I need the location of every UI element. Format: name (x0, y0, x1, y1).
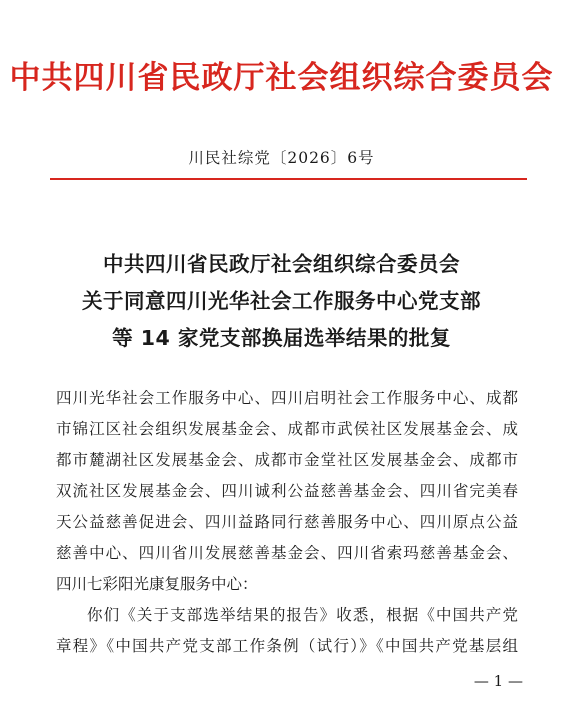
body-line: 天公益慈善促进会、四川益路同行慈善服务中心、四川原点公益 (56, 513, 518, 531)
issuing-organization-header: 中共四川省民政厅社会组织综合委员会 (9, 60, 554, 96)
red-divider-line (50, 178, 527, 180)
body-line: 市锦江区社会组织发展基金会、成都市武侯社区发展基金会、成 (56, 420, 518, 438)
body-line: 四川光华社会工作服务中心、四川启明社会工作服务中心、成都 (56, 389, 518, 407)
title-line-1: 中共四川省民政厅社会组织综合委员会 (103, 252, 460, 276)
body-line: 章程》《中国共产党支部工作条例（试行）》《中国共产党基层组 (56, 637, 518, 655)
document-title (0, 246, 563, 357)
document-number: 川民社综党〔2026〕6号 (188, 149, 375, 167)
title-line-2: 关于同意四川光华社会工作服务中心党支部 (82, 289, 481, 313)
title-line-3: 等 14 家党支部换届选举结果的批复 (112, 326, 451, 350)
document-body (56, 383, 518, 662)
body-line: 慈善中心、四川省川发展慈善基金会、四川省索玛慈善基金会、 (56, 544, 518, 562)
body-line: 你们《关于支部选举结果的报告》收悉，根据《中国共产党 (87, 606, 518, 624)
body-line: 四川七彩阳光康复服务中心： (56, 575, 258, 593)
body-line: 双流社区发展基金会、四川诚利公益慈善基金会、四川省完美春 (56, 482, 518, 500)
page-number: — 1 — (473, 672, 523, 690)
body-line: 都市麓湖社区发展基金会、成都市金堂社区发展基金会、成都市 (56, 451, 518, 469)
